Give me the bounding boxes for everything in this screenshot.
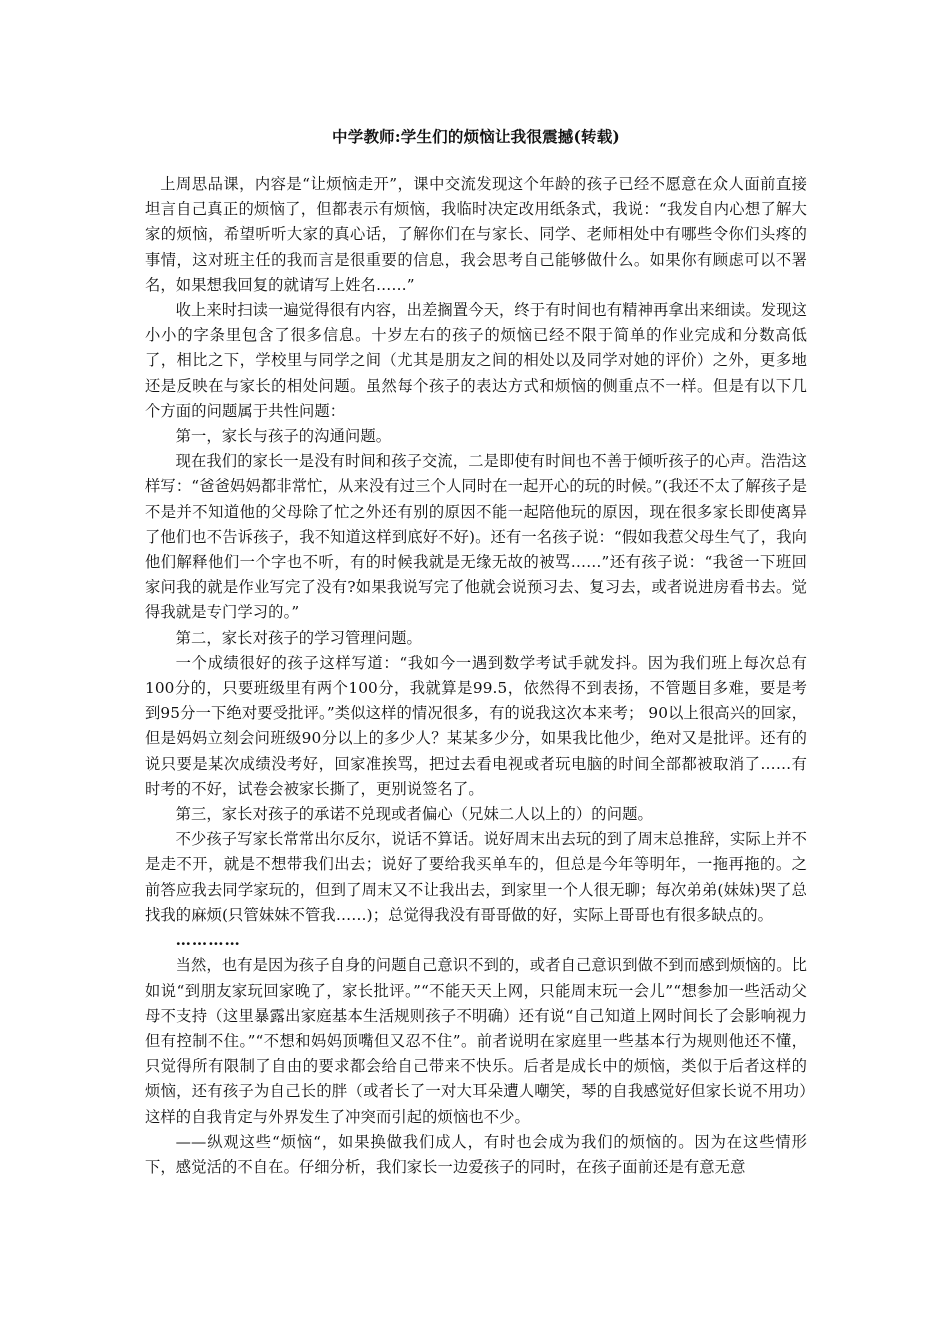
paragraph: 第三，家长对孩子的承诺不兑现或者偏心（兄妹二人以上的）的问题。 [175,805,653,824]
paragraph: ——纵观这些“烦恼“，如果换做我们成人，有时也会成为我们的烦恼的。因为在这些情形下，感觉活的不自在。仔细分析，我们家长一边爱孩子的同时，在孩子面前还是有意无意 [145,1132,807,1176]
document-title: 中学教师:学生们的烦恼让我很震撼(转载) [332,127,620,146]
paragraph: 收上来时扫读一遍觉得很有内容，出差搁置今天，终于有时间也有精神再拿出来细读。发现这小小的字条里包含了很多信息。十岁左右的孩子的烦恼已经不限于简单的作业完成和分数高低了，相比之下，学校里与同学之间（尤其是朋友之间的相处以及同学对她的评价）之外，更多地还是反映在与家长的相处问题。虽然每个孩子的表达方式和烦恼的侧重点不一样。但是有以下几个方面的问题属于共性问题： [145,301,807,420]
document-page [145,126,807,1180]
paragraph: 一个成绩很好的孩子这样写道：“我如今一遇到数学考试手就发抖。因为我们班上每次总有100分的，只要班级里有两个100分，我就算是99.5，依然得不到表扬，不管题目多难，要是考到95分一下绝对要受批评。”类似这样的情况很多，有的说我这次本来考； 90以上很高兴的回家，但是妈妈立刻会问班级90分以上的多少人？某某多少分，如果我比他少，绝对又是批评。还有的说只要是某次成绩没考好，回家准挨骂，把过去看电视或者玩电脑的时间全部都被取消了……有时考的不好，试卷会被家长撕了，更别说签名了。 [145,653,807,798]
paragraph: 第二，家长对孩子的学习管理问题。 [175,628,422,647]
paragraph: 上周思品课，内容是“让烦恼走开”，课中交流发现这个年龄的孩子已经不愿意在众人面前直接坦言自己真正的烦恼了，但都表示有烦恼，我临时决定改用纸条式，我说：“我发自内心想了解大家的烦恼，希望听听大家的真心话，了解你们在与家长、同学、老师相处中有哪些令你们头疼的事情，这对班主任的我而言是很重要的信息，我会思考自己能够做什么。如果你有顾虑可以不署名，如果想我回复的就请写上姓名……” [145,175,807,294]
paragraph: 当然，也有是因为孩子自身的问题自己意识不到的，或者自己意识到做不到而感到烦恼的。比如说“到朋友家玩回家晚了，家长批评。”“不能天天上网，只能周末玩一会儿”“想参加一些活动父母不支持（这里暴露出家庭基本生活规则孩子不明确）还有说“自己知道上网时间长了会影响视力但有控制不住。”“不想和妈妈顶嘴但又忍不住”。前者说明在家庭里一些基本行为规则他还不懂，只觉得所有限制了自由的要求都会给自己带来不快乐。后者是成长中的烦恼，类似于后者这样的烦恼，还有孩子为自己长的胖（或者长了一对大耳朵遭人嘲笑，琴的自我感觉好但家长说不用功）这样的自我肯定与外界发生了冲突而引起的烦恼也不少。 [145,956,807,1126]
paragraph: 现在我们的家长一是没有时间和孩子交流，二是即使有时间也不善于倾听孩子的心声。浩浩这样写：“爸爸妈妈都非常忙，从来没有过三个人同时在一起开心的玩的时候。”(我还不太了解孩子是不是并不知道他的父母除了忙之外还有别的原因不能一起陪他玩的原因，现在很多家长即使离异了他们也不告诉孩子，我不知道这样到底好不好)。还有一名孩子说：“假如我惹父母生气了，我向他们解释他们一个字也不听，有的时候我就是无缘无故的被骂……”还有孩子说：“我爸一下班回家问我的就是作业写完了没有?如果我说写完了他就会说预习去、复习去，或者说进房看书去。觉得我就是专门学习的。” [145,452,807,622]
paragraph: 不少孩子写家长常常出尔反尔，说话不算话。说好周末出去玩的到了周末总推辞，实际上并不是走不开，就是不想带我们出去；说好了要给我买单车的，但总是今年等明年，一拖再拖的。之前答应我去同学家玩的，但到了周末又不让我出去，到家里一个人很无聊；每次弟弟(妹妹)哭了总找我的麻烦(只管妹妹不管我……)；总觉得我没有哥哥做的好，实际上哥哥也有很多缺点的。 [145,830,807,924]
paragraph: 第一，家长与孩子的沟通问题。 [175,427,392,446]
ellipsis-separator: ………… [175,931,241,950]
